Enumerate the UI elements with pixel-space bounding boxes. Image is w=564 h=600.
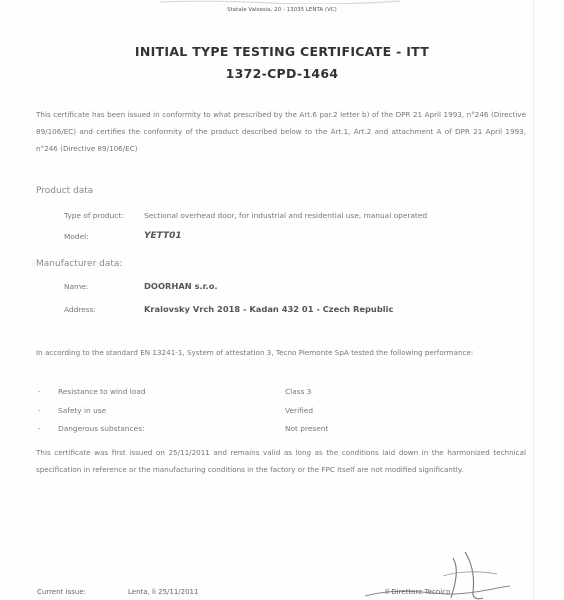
performance-result: Not present	[285, 424, 329, 433]
manufacturer-address-label: Address:	[64, 305, 96, 314]
performance-dash: -	[38, 424, 41, 433]
performance-name: Dangerous substances:	[58, 424, 145, 433]
manufacturer-address-value: Kralovsky Vrch 2018 - Kadan 432 01 - Czech Republic	[144, 304, 394, 314]
manufacturer-name-value: DOORHAN s.r.o.	[144, 281, 218, 291]
footer-issue-label: Current issue:	[37, 588, 86, 596]
performance-dash: -	[38, 406, 41, 415]
page-edge	[533, 0, 534, 600]
performance-name: Resistance to wind load	[58, 387, 146, 396]
performance-dash: -	[38, 387, 41, 396]
product-model-label: Model:	[64, 232, 89, 241]
product-type-label: Type of product:	[64, 211, 124, 220]
product-model-value: YETT01	[144, 231, 182, 241]
performance-name: Safety in use	[58, 406, 107, 415]
manufacturer-name-label: Name:	[64, 282, 89, 291]
manufacturer-section-title: Manufacturer data:	[36, 259, 123, 269]
product-section-title: Product data	[36, 186, 94, 196]
performance-result: Class 3	[285, 387, 312, 396]
header-address: Statale Valsesia, 20 - 13035 LENTA (VC)	[227, 7, 337, 13]
footer-director: Il Direttore Tecnico	[385, 588, 451, 596]
intro-paragraph: This certificate has been issued in conformity to what prescribed by the Art.6 par.2 letter b) of the DPR 21 April 1993, n°246 (Directive 89/106/EC) and certifies the conformity of the product described below to the Art.1, Art.2 and attachment A of DPR 21 April 1993, n°246 (Directive 89/106/EC)	[36, 110, 526, 153]
footer-place-date: Lenta, li 25/11/2011	[128, 588, 199, 596]
validity-paragraph: This certificate was first issued on 25/11/2011 and remains valid as long as the conditions laid down in the harmonized technical specification in reference or the manufacturing conditions in the factory or the FPC itself are not modified significantly.	[36, 448, 526, 474]
product-type-value: Sectional overhead door, for industrial and residential use, manual operated	[144, 211, 428, 220]
letterhead-logo-fragment	[150, 0, 410, 4]
standard-paragraph: In according to the standard EN 13241-1, System of attestation 3, Tecno Piemonte SpA tested the following performance:	[36, 348, 474, 357]
certificate-number: 1372-CPD-1464	[225, 66, 339, 81]
performance-result: Verified	[285, 406, 314, 415]
certificate-title: INITIAL TYPE TESTING CERTIFICATE - ITT	[134, 44, 430, 59]
